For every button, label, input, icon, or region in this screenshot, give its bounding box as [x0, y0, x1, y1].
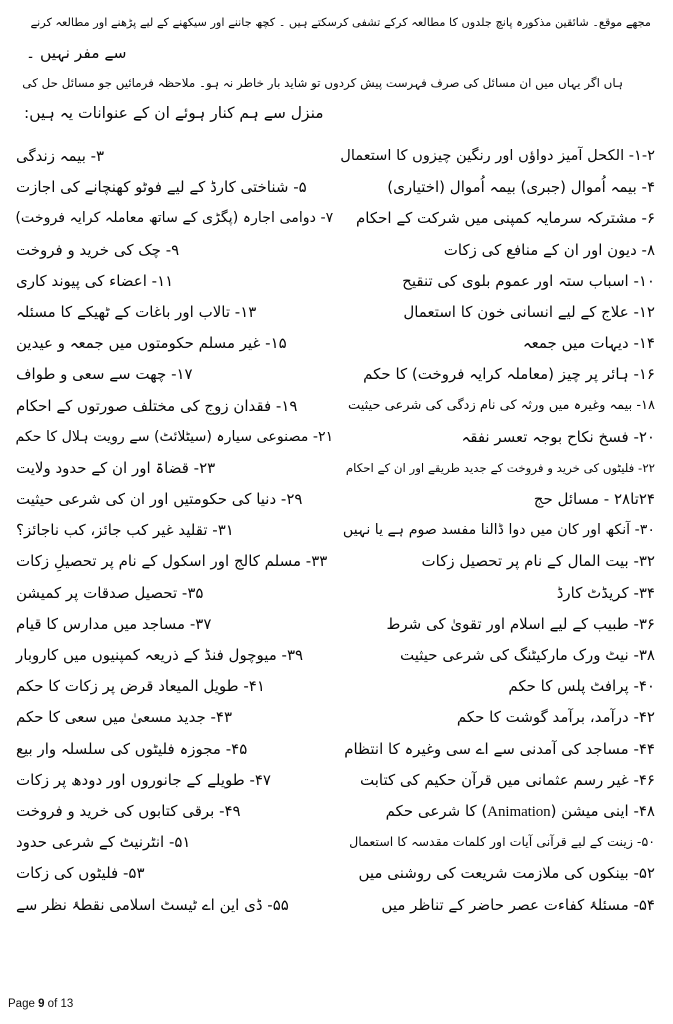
- index-row: [10, 702, 663, 733]
- index-row: [10, 391, 663, 422]
- index-item-odd: ۳- بیمہ زندگی: [16, 147, 105, 165]
- index-item-even: ۴۲- درآمد، برآمد گوشت کا حکم: [456, 708, 655, 727]
- intro-line-3: ہاں اگر یہاں میں ان مسائل کی صرف فہرست پیش کردوں تو شاید بار خاطر نہ ہو۔ ملاحظہ فرمائیں جو مسائل حل کی: [22, 76, 623, 90]
- index-item-odd: ۱۳- تالاب اور باغات کے ٹھیکے کا مسئلہ: [16, 302, 257, 321]
- index-row: [10, 203, 663, 234]
- index-item-odd: ۴۱- طویل المیعاد قرض پر زکات کا حکم: [16, 677, 265, 696]
- topic-index-list: [10, 141, 663, 914]
- index-row: [10, 141, 663, 172]
- footer-page-total: 13: [60, 998, 74, 1010]
- index-row: [10, 858, 663, 889]
- index-item-odd: ۴۷- طویلے کے جانوروں اور دودھ پر زکات: [16, 770, 271, 789]
- index-row: [10, 546, 663, 577]
- index-item-odd: ۴۵- مجوزہ فلیٹوں کی سلسلہ وار بیع: [16, 739, 248, 758]
- index-item-odd: ۳۷- مساجد میں مدارس کا قیام: [16, 614, 212, 633]
- index-row: [10, 796, 663, 827]
- index-item-odd: ۱۹- فقدان زوج کی مختلف صورتوں کے احکام: [16, 396, 298, 415]
- index-row: [10, 578, 663, 609]
- index-item-odd: ۱۱- اعضاء کی پیوند کاری: [16, 271, 174, 290]
- intro-line-2: سے مفر نہیں ۔: [26, 44, 127, 62]
- index-item-even: ۳۰- آنکھ اور کان میں دوا ڈالنا مفسد صوم ہے یا نہیں: [342, 522, 655, 539]
- index-item-odd: ۹- چک کی خرید و فروخت: [16, 240, 180, 259]
- index-item-odd: ۴۹- برقی کتابوں کی خرید و فروخت: [16, 801, 241, 820]
- index-row: [10, 359, 663, 390]
- index-item-even: ۱۶- ہائر پر چیز (معاملہ کرایہ فروخت) کا حکم: [363, 365, 655, 384]
- index-row: [10, 609, 663, 640]
- index-item-odd: ۷- دوامی اجارہ (پگڑی کے ساتھ معاملہ کرایہ فروخت): [15, 210, 334, 227]
- index-item-even: ۲۰- فسخ نکاح بوجہ تعسر نفقہ: [461, 427, 655, 446]
- index-row: [10, 515, 663, 546]
- index-item-odd: ۱۵- غیر مسلم حکومتوں میں جمعہ و عیدین: [16, 334, 287, 353]
- index-item-odd: ۴۳- جدید مسعیٰ میں سعی کا حکم: [16, 708, 233, 727]
- index-item-even: ۴۴- مساجد کی آمدنی سے اے سی وغیرہ کا انتظام: [344, 739, 655, 758]
- footer-of-word: of: [47, 998, 58, 1010]
- index-item-odd: ۳۵- تحصیل صدقات پر کمیشن: [16, 583, 204, 602]
- index-row: [10, 422, 663, 453]
- index-item-odd: ۳۳- مسلم کالج اور اسکول کے نام پر تحصیلِ زکات: [16, 552, 328, 571]
- index-item-even: ۳۸- نیٹ ورک مارکیٹنگ کی شرعی حیثیت: [399, 646, 655, 664]
- index-item-odd: ۱۷- چھت سے سعی و طواف: [16, 365, 193, 384]
- index-item-even: ۱۰- اسباب ستہ اور عموم بلوی کی تنقیح: [402, 271, 655, 290]
- index-item-even: ۴- بیمہ اُموال (جبری) بیمہ اُموال (اختیاری): [387, 178, 655, 197]
- index-row: [10, 890, 663, 921]
- intro-line-1: مجھے موقع۔ شائقین مذکورہ پانچ جلدوں کا مطالعہ کرکے تشفی کرسکتے ہیں ۔ کچھ جاننے اور سیکھنے کے لیے پڑھنے اور مطالعہ کرنے: [30, 16, 651, 29]
- index-item-even: ۳۶- طبیب کے لیے اسلام اور تقویٰ کی شرط: [386, 614, 655, 633]
- index-item-odd: ۳۹- میوچول فنڈ کے ذریعہ کمپنیوں میں کاروبار: [16, 646, 304, 664]
- index-item-even: ۴۸- اینی میشن (Animation) کا شرعی حکم: [385, 801, 655, 820]
- intro-paragraph: [22, 8, 651, 128]
- index-item-odd: ۳۱- تقلید غیر کب جائز، کب ناجائز؟: [16, 521, 234, 540]
- index-row: [10, 484, 663, 515]
- index-row: [10, 734, 663, 765]
- index-item-even: ۱۲- علاج کے لیے انسانی خون کا استعمال: [403, 302, 655, 321]
- index-item-odd: ۵۱- انٹرنیٹ کے شرعی حدود: [16, 833, 191, 852]
- index-row: [10, 235, 663, 266]
- index-row: [10, 328, 663, 359]
- intro-line-4: منزل سے ہم کنار ہوئے ان کے عنوانات یہ ہیں:: [24, 104, 324, 122]
- index-item-even: ۱-۲- الکحل آمیز دواؤں اور رنگین چیزوں کا استعمال: [340, 147, 655, 164]
- index-row: [10, 266, 663, 297]
- index-row: [10, 297, 663, 328]
- index-row: [10, 671, 663, 702]
- index-item-odd: ۲۹- دنیا کی حکومتیں اور ان کی شرعی حیثیت: [16, 490, 303, 509]
- footer-page-number: 9: [38, 998, 45, 1010]
- index-item-even: ۱۸- بیمہ وغیرہ میں ورثہ کی نام زدگی کی شرعی حیثیت: [347, 397, 655, 413]
- index-item-even: ۳۲- بیت المال کے نام پر تحصیل زکات: [421, 552, 655, 571]
- index-item-even: ۵۲- بینکوں کی ملازمت شریعت کی روشنی میں: [358, 864, 655, 883]
- page-footer: [8, 998, 73, 1010]
- index-item-even: ۳۴- کریڈٹ کارڈ: [556, 583, 655, 602]
- index-row: [10, 172, 663, 203]
- latin-term: Animation: [487, 803, 551, 820]
- index-item-odd: ۵- شناختی کارڈ کے لیے فوٹو کھنچانے کی اجازت: [16, 178, 307, 197]
- index-row: [10, 765, 663, 796]
- index-item-even: ۵۴- مسئلۂ کفاءت عصر حاضر کے تناظر میں: [381, 895, 655, 914]
- index-row: [10, 827, 663, 858]
- index-item-even: ۶- مشترکہ سرمایہ کمپنی میں شرکت کے احکام: [356, 209, 655, 228]
- index-row: [10, 453, 663, 484]
- index-item-even: ۲۴تا۲۸ - مسائل حج: [533, 490, 655, 509]
- index-item-odd: ۵۳- فلیٹوں کی زکات: [16, 864, 145, 883]
- index-item-odd: ۲۱- مصنوعی سیارہ (سیٹلائٹ) سے رویت ہلال کا حکم: [15, 428, 334, 445]
- index-item-even: ۴۶- غیر رسم عثمانی میں قرآن حکیم کی کتابت: [360, 770, 655, 789]
- index-item-even: ۲۲- فلیٹوں کی خرید و فروخت کے جدید طریقے اور ان کے احکام: [345, 460, 655, 475]
- index-row: [10, 640, 663, 671]
- index-item-even: ۵۰- زینت کے لیے قرآنی آیات اور کلمات مقدسہ کا استعمال: [349, 834, 655, 850]
- index-item-even: ۱۴- دیہات میں جمعہ: [522, 334, 655, 353]
- footer-page-word: Page: [8, 998, 35, 1010]
- index-item-odd: ۵۵- ڈی این اے ٹیسٹ اسلامی نقطۂ نظر سے: [16, 895, 289, 914]
- index-item-even: ۴۰- پرافٹ پلس کا حکم: [508, 677, 655, 696]
- index-item-odd: ۲۳- قضاۃ اور ان کے حدود ولایت: [16, 458, 216, 477]
- index-item-even: ۸- دیون اور ان کے منافع کی زکات: [443, 240, 655, 259]
